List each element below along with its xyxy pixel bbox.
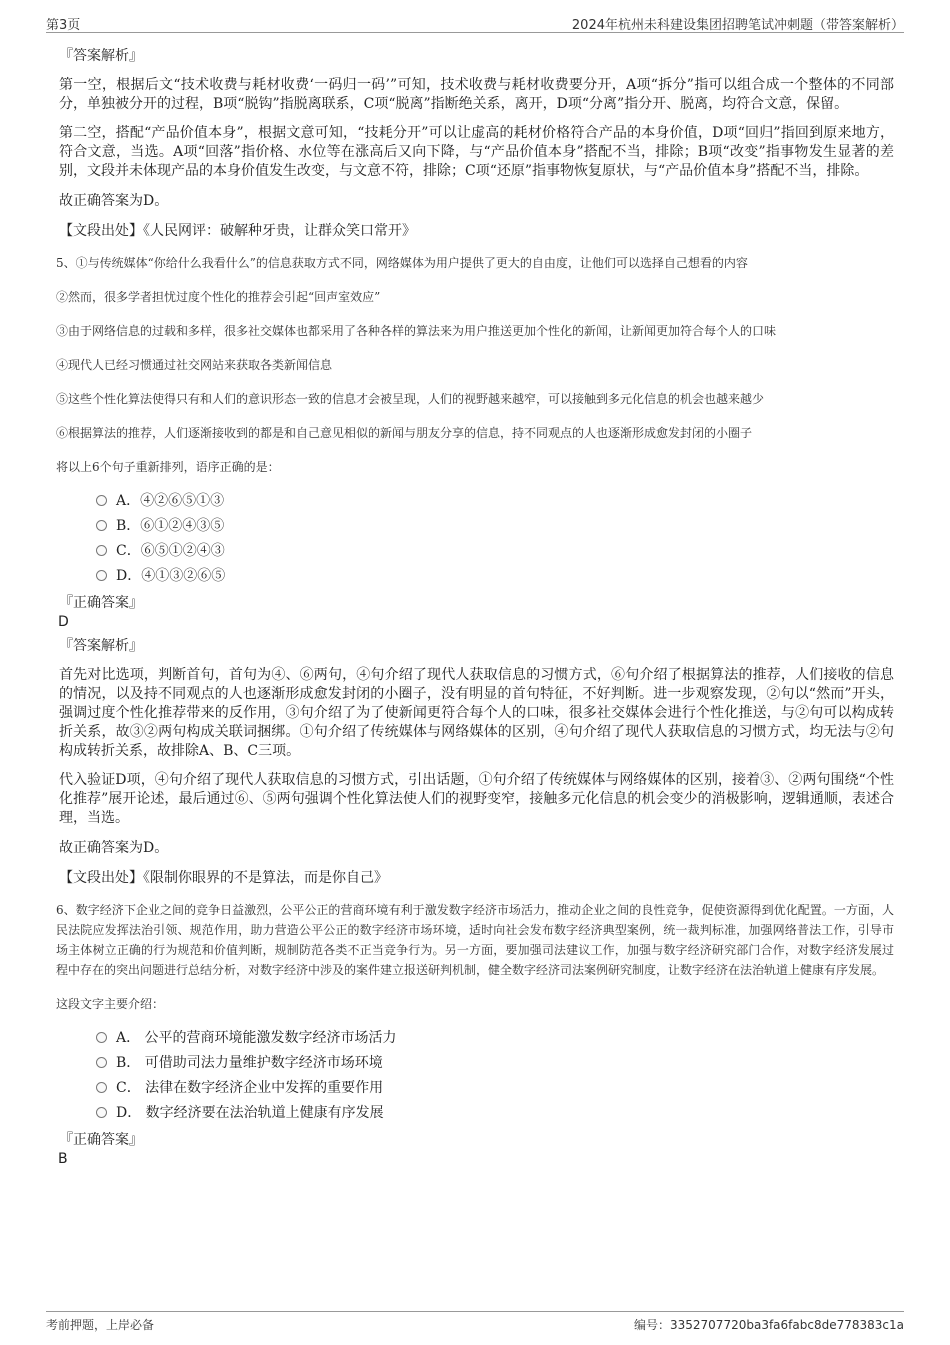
q5-option-d[interactable]: D．④①③②⑥⑤ xyxy=(96,564,894,589)
radio-icon[interactable] xyxy=(96,570,107,581)
radio-icon[interactable] xyxy=(96,545,107,556)
radio-icon[interactable] xyxy=(96,1057,107,1068)
radio-icon[interactable] xyxy=(96,1107,107,1118)
q5-analysis-label: 『答案解析』 xyxy=(59,638,143,654)
q5-source: 【文段出处】《限制你眼界的不是算法，而是你自己》 xyxy=(59,870,388,886)
q6-option-a[interactable]: A． 公平的营商环境能激发数字经济市场活力 xyxy=(96,1026,894,1051)
document-title: 2024年杭州未科建设集团招聘笔试冲刺题（带答案解析） xyxy=(571,18,904,33)
q6-answer-label: 『正确答案』 xyxy=(59,1132,143,1148)
page-content xyxy=(56,46,894,1173)
q5-sentence-4: ④现代人已经习惯通过社交网站来获取各类新闻信息 xyxy=(56,358,333,372)
page-footer xyxy=(46,1311,904,1334)
page-header xyxy=(46,12,904,33)
q6-answer: B xyxy=(58,1151,68,1167)
q6-option-b[interactable]: B． 可借助司法力量维护数字经济市场环境 xyxy=(96,1051,894,1076)
q5-sentence-1: 5、①与传统媒体“你给什么我看什么”的信息获取方式不同，网络媒体为用户提供了更大的自由度，让他们可以选择自己想看的内容 xyxy=(56,256,748,270)
q6-passage: 6、数字经济下企业之间的竞争日益激烈，公平公正的营商环境有利于激发数字经济市场活力，推动企业之间的良性竞争，促使资源得到优化配置。一方面，人民法院应发挥法治引领、规范作用，助力营造公平公正的数字经济市场环境，适时向社会发布数字经济典型案例，统一裁判标准，加强网络普法工作，引导市场主体树立正确的行为规范和价值判断，规制防范各类不正当竞争行为。另一方面，要加强司法建议工作，加强与数字经济研究部门合作，对数字经济发展过程中存在的突出问题进行总结分析，对数字经济中涉及的案件建立报送研判机制，健全数字经济司法案例研究制度，让数字经济在法治轨道上健康有序发展。 xyxy=(56,903,894,977)
radio-icon[interactable] xyxy=(96,495,107,506)
q5-prompt: 将以上6个句子重新排列，语序正确的是： xyxy=(56,460,280,474)
q5-options xyxy=(96,489,894,589)
q5-analysis-para-1: 首先对比选项，判断首句，首句为④、⑥两句，④句介绍了现代人获取信息的习惯方式，⑥句介绍了根据算法的推荐，人们接收的信息的情况，以及持不同观点的人也逐渐形成愈发封闭的小圈子，没有明显的首句特征，不好判断。进一步观察发现，②句以“然而”开头，强调过度个性化推荐带来的反作用，③句介绍了为了使新闻更符合每个人的口味，很多社交媒体会进行个性化推送，与②句可以构成转折关系，故③②两句构成关联词捆绑。①句介绍了传统媒体与网络媒体的区别，④句介绍了现代人获取信息的习惯方式，均无法与②句构成转折关系，故排除A、B、C三项。 xyxy=(59,667,894,759)
q6-option-c[interactable]: C． 法律在数字经济企业中发挥的重要作用 xyxy=(96,1076,894,1101)
q5-conclusion: 故正确答案为D。 xyxy=(59,840,169,856)
radio-icon[interactable] xyxy=(96,1032,107,1043)
q5-option-b[interactable]: B．⑥①②④③⑤ xyxy=(96,514,894,539)
q6-options xyxy=(96,1026,894,1126)
footer-slogan: 考前押题，上岸必备 xyxy=(46,1318,155,1332)
q6-prompt: 这段文字主要介绍： xyxy=(56,997,165,1011)
q4-analysis-label: 『答案解析』 xyxy=(59,48,143,64)
q6-option-d[interactable]: D． 数字经济要在法治轨道上健康有序发展 xyxy=(96,1101,894,1126)
q5-sentence-6: ⑥根据算法的推荐，人们逐渐接收到的都是和自己意见相似的新闻与朋友分享的信息，持不同观点的人也逐渐形成愈发封闭的小圈子 xyxy=(56,426,753,440)
q5-sentence-3: ③由于网络信息的过载和多样，很多社交媒体也都采用了各种各样的算法来为用户推送更加个性化的新闻，让新闻更加符合每个人的口味 xyxy=(56,324,777,338)
q5-option-c[interactable]: C．⑥⑤①②④③ xyxy=(96,539,894,564)
q5-sentence-5: ⑤这些个性化算法使得只有和人们的意识形态一致的信息才会被呈现，人们的视野越来越窄，可以接触到多元化信息的机会也越来越少 xyxy=(56,392,765,406)
page-number: 第3页 xyxy=(46,18,81,33)
q5-analysis-para-2: 代入验证D项，④句介绍了现代人获取信息的习惯方式，引出话题，①句介绍了传统媒体与网络媒体的区别，接着③、②两句围绕“个性化推荐”展开论述，最后通过⑥、⑤两句强调个性化算法使人们的视野变窄，接触多元化信息的机会变少的消极影响，逻辑通顺，表述合理，当选。 xyxy=(59,772,894,826)
q5-option-a[interactable]: A．④②⑥⑤①③ xyxy=(96,489,894,514)
radio-icon[interactable] xyxy=(96,520,107,531)
q5-sentence-2: ②然而，很多学者担忧过度个性化的推荐会引起“回声室效应” xyxy=(56,290,381,304)
q5-answer: D xyxy=(58,614,69,630)
document-code: 编号：3352707720ba3fa6fabc8de778383c1a xyxy=(634,1318,904,1332)
q5-answer-label: 『正确答案』 xyxy=(59,595,143,611)
q4-source: 【文段出处】《人民网评：破解种牙贵，让群众笑口常开》 xyxy=(59,223,416,239)
q4-conclusion: 故正确答案为D。 xyxy=(59,193,169,209)
radio-icon[interactable] xyxy=(96,1082,107,1093)
q4-analysis-para-1: 第一空，根据后文“技术收费与耗材收费‘一码归一码’”可知，技术收费与耗材收费要分开，A项“拆分”指可以组合成一个整体的不同部分，单独被分开的过程，B项“脱钩”指脱离联系，C项“脱离”指断绝关系，离开，D项“分离”指分开、脱离，均符合文意，保留。 xyxy=(59,77,894,112)
q4-analysis-para-2: 第二空，搭配“产品价值本身”，根据文意可知，“技耗分开”可以让虚高的耗材价格符合产品的本身价值，D项“回归”指回到原来地方，符合文意，当选。A项“回落”指价格、水位等在涨高后又向下降，与“产品价值本身”搭配不当，排除；B项“改变”指事物发生显著的差别，文段并未体现产品的本身价值发生改变，与文意不符，排除；C项“还原”指事物恢复原状，与“产品价值本身”搭配不当，排除。 xyxy=(59,125,894,179)
